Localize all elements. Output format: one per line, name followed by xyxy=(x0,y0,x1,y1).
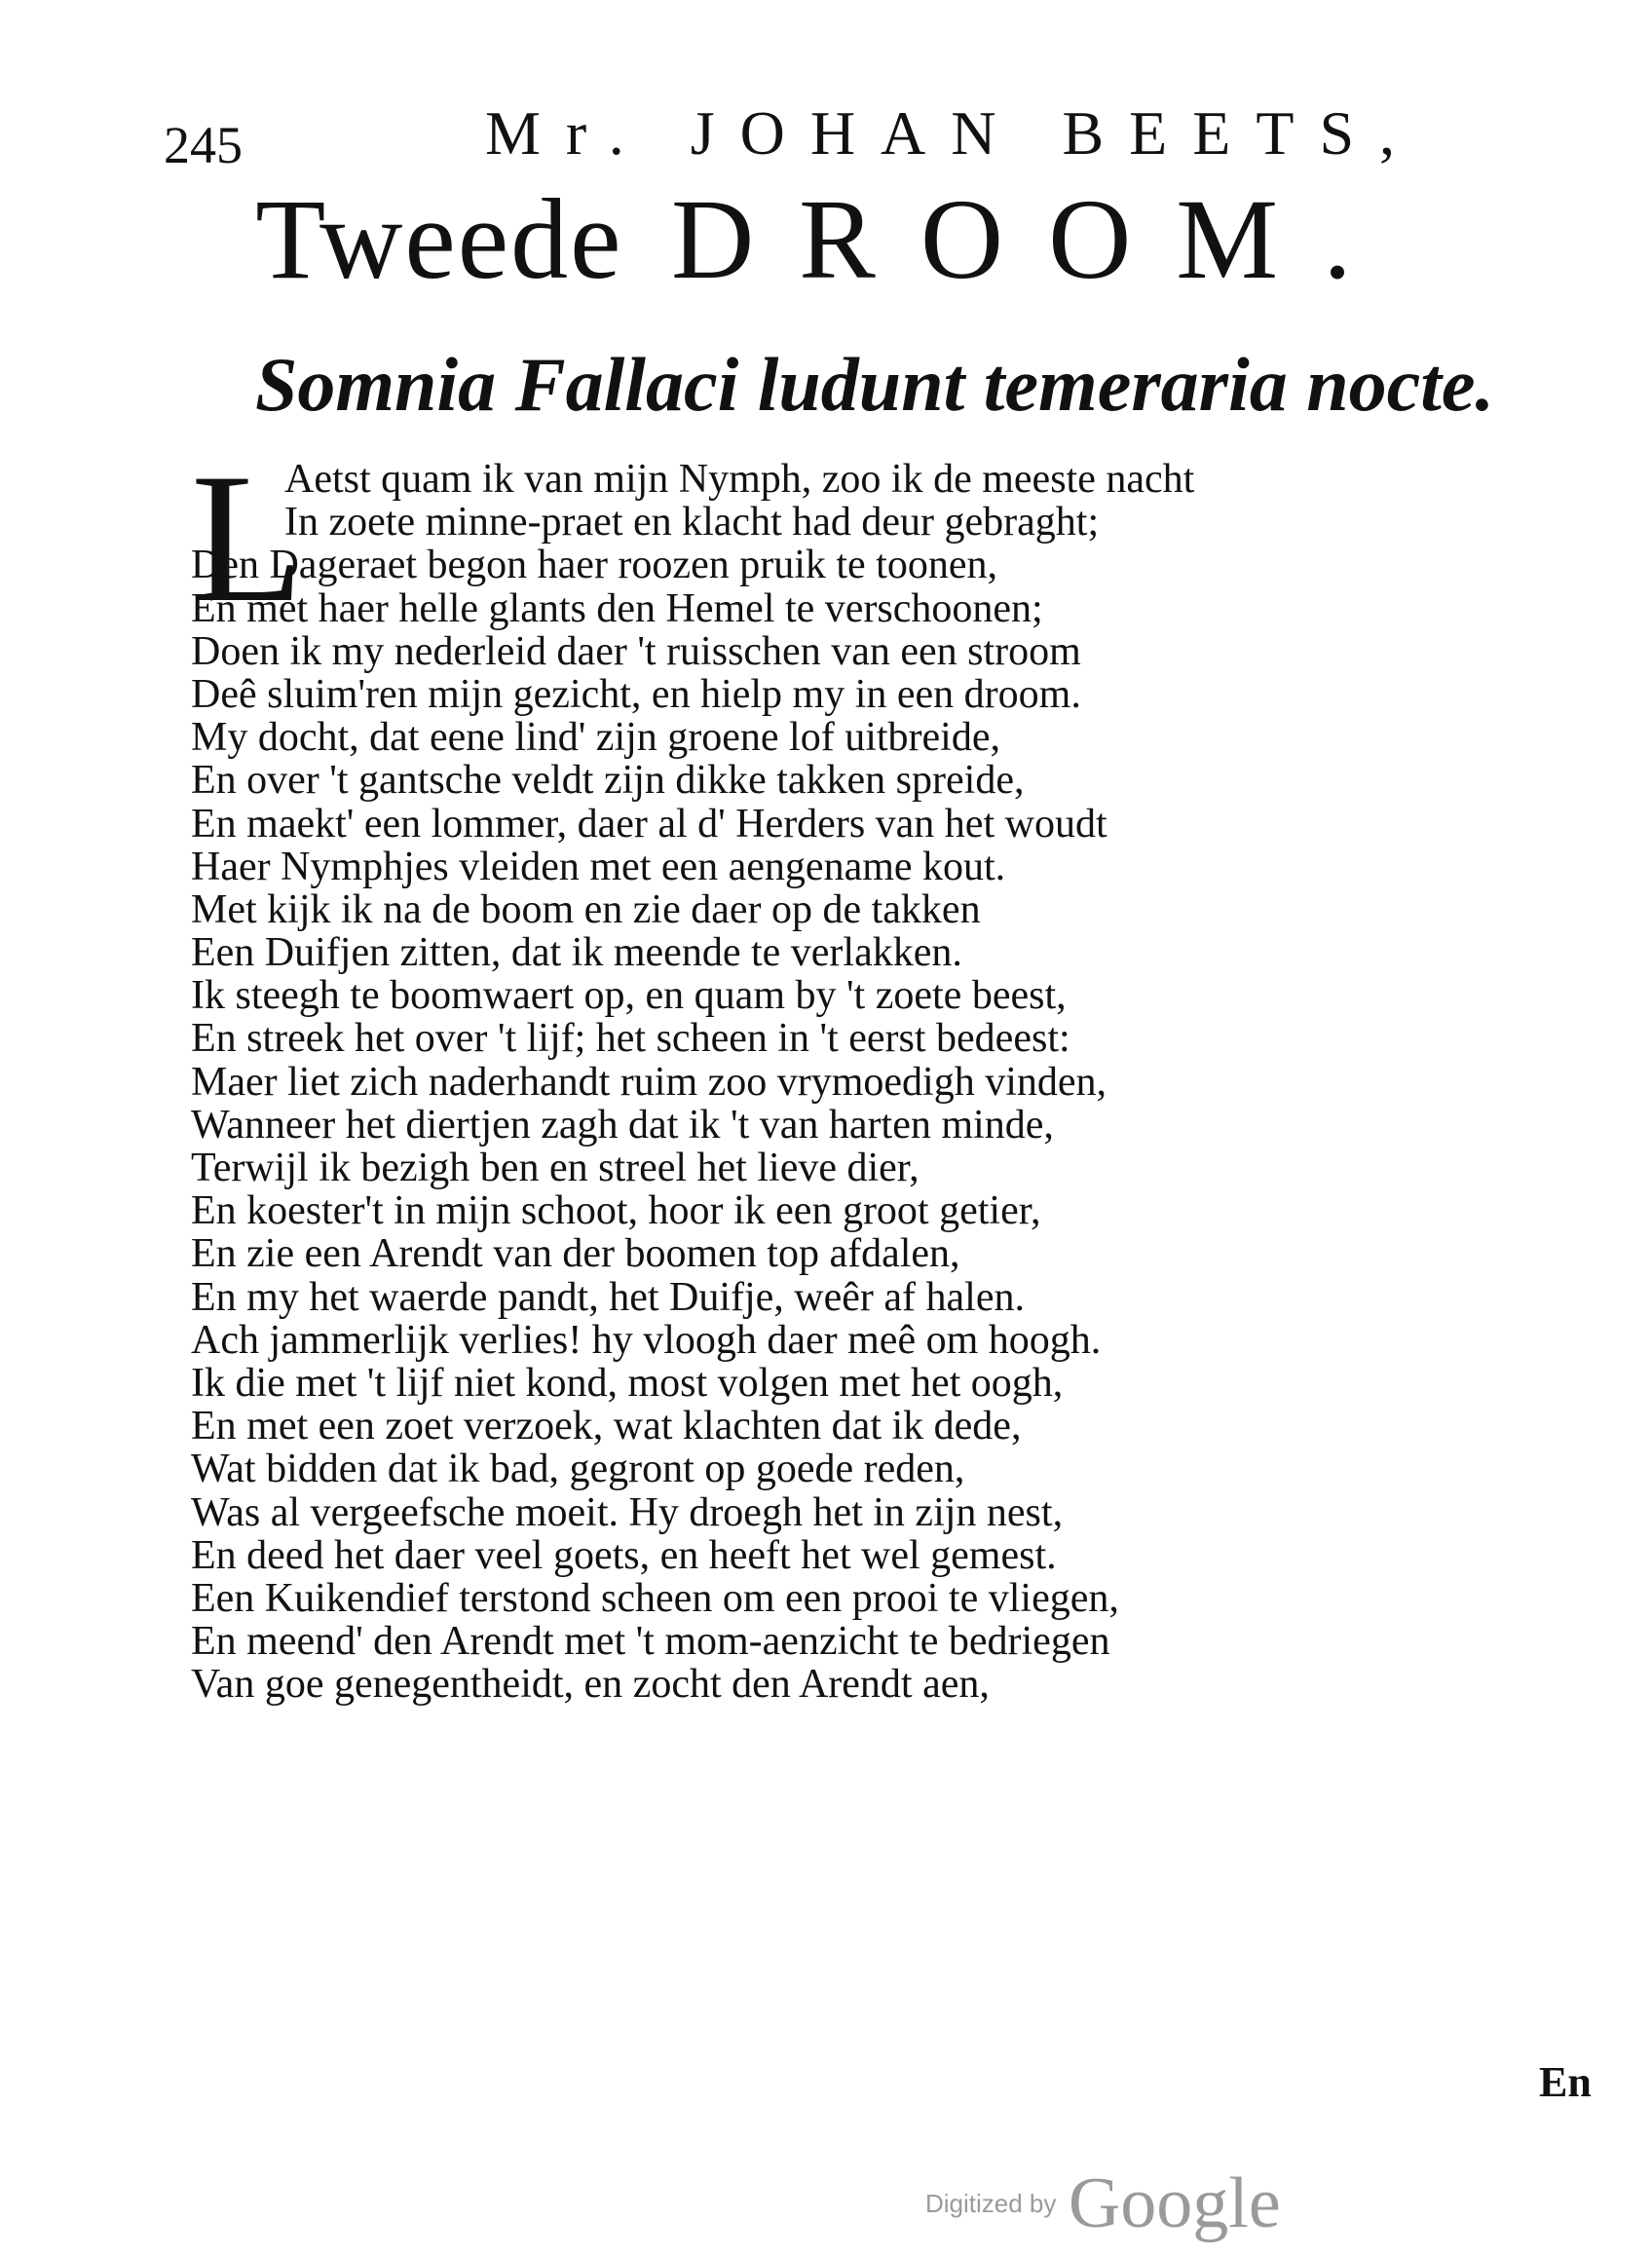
verse-line: En deed het daer veel goets, en heeft het wel gemest. xyxy=(191,1532,1057,1578)
google-logo: Google xyxy=(1068,2163,1281,2243)
verse-line: En zie een Arendt van der boomen top afdalen, xyxy=(191,1231,960,1277)
verse-line: Ik steegh te boomwaert op, en quam by 't zoete beest, xyxy=(191,973,1067,1019)
latin-motto: Somnia Fallaci ludunt temeraria nocte. xyxy=(255,342,1494,427)
catchword: En xyxy=(1539,2058,1592,2106)
verse-line: Doen ik my nederleid daer 't ruisschen van een stroom xyxy=(191,628,1081,674)
page-number: 245 xyxy=(164,116,243,174)
verse-line: Een Kuikendief terstond scheen om een prooi te vliegen, xyxy=(191,1575,1119,1621)
verse-line: Wanneer het diertjen zagh dat ik 't van harten minde, xyxy=(191,1102,1054,1147)
chapter-title xyxy=(0,173,1652,306)
verse-line: Van goe genegentheidt, en zocht den Arendt aen, xyxy=(191,1662,990,1708)
running-title: Mr. JOHAN BEETS, xyxy=(485,98,1421,168)
verse-line: Terwijl ik bezigh ben en streel het lieve dier, xyxy=(191,1146,920,1190)
watermark-prefix: Digitized by xyxy=(925,2189,1057,2218)
poem-body xyxy=(191,436,1457,1708)
verse-line: Een Duifjen zitten, dat ik meende te verlakken. xyxy=(191,930,962,976)
verse-line: Was al vergeefsche moeit. Hy droegh het in zijn nest, xyxy=(191,1489,1064,1535)
verse-line: En meend' den Arendt met 't mom-aenzicht te bedriegen xyxy=(191,1619,1110,1665)
verse-line: In zoete minne-praet en klacht had deur gebraght; xyxy=(284,500,1100,545)
verse-line: Met kijk ik na de boom en zie daer op de takken xyxy=(191,886,981,932)
chapter-title-caps: DROOM. xyxy=(670,175,1397,303)
verse-line: Den Dageraet begon haer roozen pruik te toonen, xyxy=(191,543,997,588)
digitization-watermark xyxy=(925,2163,1281,2245)
drop-cap: L xyxy=(191,436,305,641)
verse-line: En met een zoet verzoek, wat klachten dat ik dede, xyxy=(191,1404,1022,1449)
verse-line: Wat bidden dat ik bad, gegront op goede reden, xyxy=(191,1447,965,1492)
verse-line: En streek het over 't lijf; het scheen in 't eerst bedeest: xyxy=(191,1016,1070,1062)
verse-line: Ik die met 't lijf niet kond, most volgen met het oogh, xyxy=(191,1360,1064,1406)
verse-line: My docht, dat eene lind' zijn groene lof uitbreide, xyxy=(191,715,1000,761)
verse-line: Haer Nymphjes vleiden met een aengename kout. xyxy=(191,844,1006,889)
verse-line: Aetst quam ik van mijn Nymph, zoo ik de meeste nacht xyxy=(284,457,1195,502)
verse-line: Maer liet zich naderhandt ruim zoo vrymoedigh vinden, xyxy=(191,1059,1108,1105)
verse-line: Deê sluim'ren mijn gezicht, en hielp my in een droom. xyxy=(191,671,1081,717)
verse-line: Ach jammerlijk verlies! hy vloogh daer meê om hoogh. xyxy=(191,1317,1102,1363)
verse-line: En over 't gantsche veldt zijn dikke takken spreide, xyxy=(191,758,1025,804)
verse-line: En met haer helle glants den Hemel te verschoonen; xyxy=(191,585,1043,631)
verse-line: En my het waerde pandt, het Duifje, weêr af halen. xyxy=(191,1274,1025,1320)
verse-line: En koester't in mijn schoot, hoor ik een groot getier, xyxy=(191,1188,1041,1234)
verse-line: En maekt' een lommer, daer al d' Herders van het woudt xyxy=(191,801,1108,846)
chapter-title-main: Tweede xyxy=(255,175,623,303)
